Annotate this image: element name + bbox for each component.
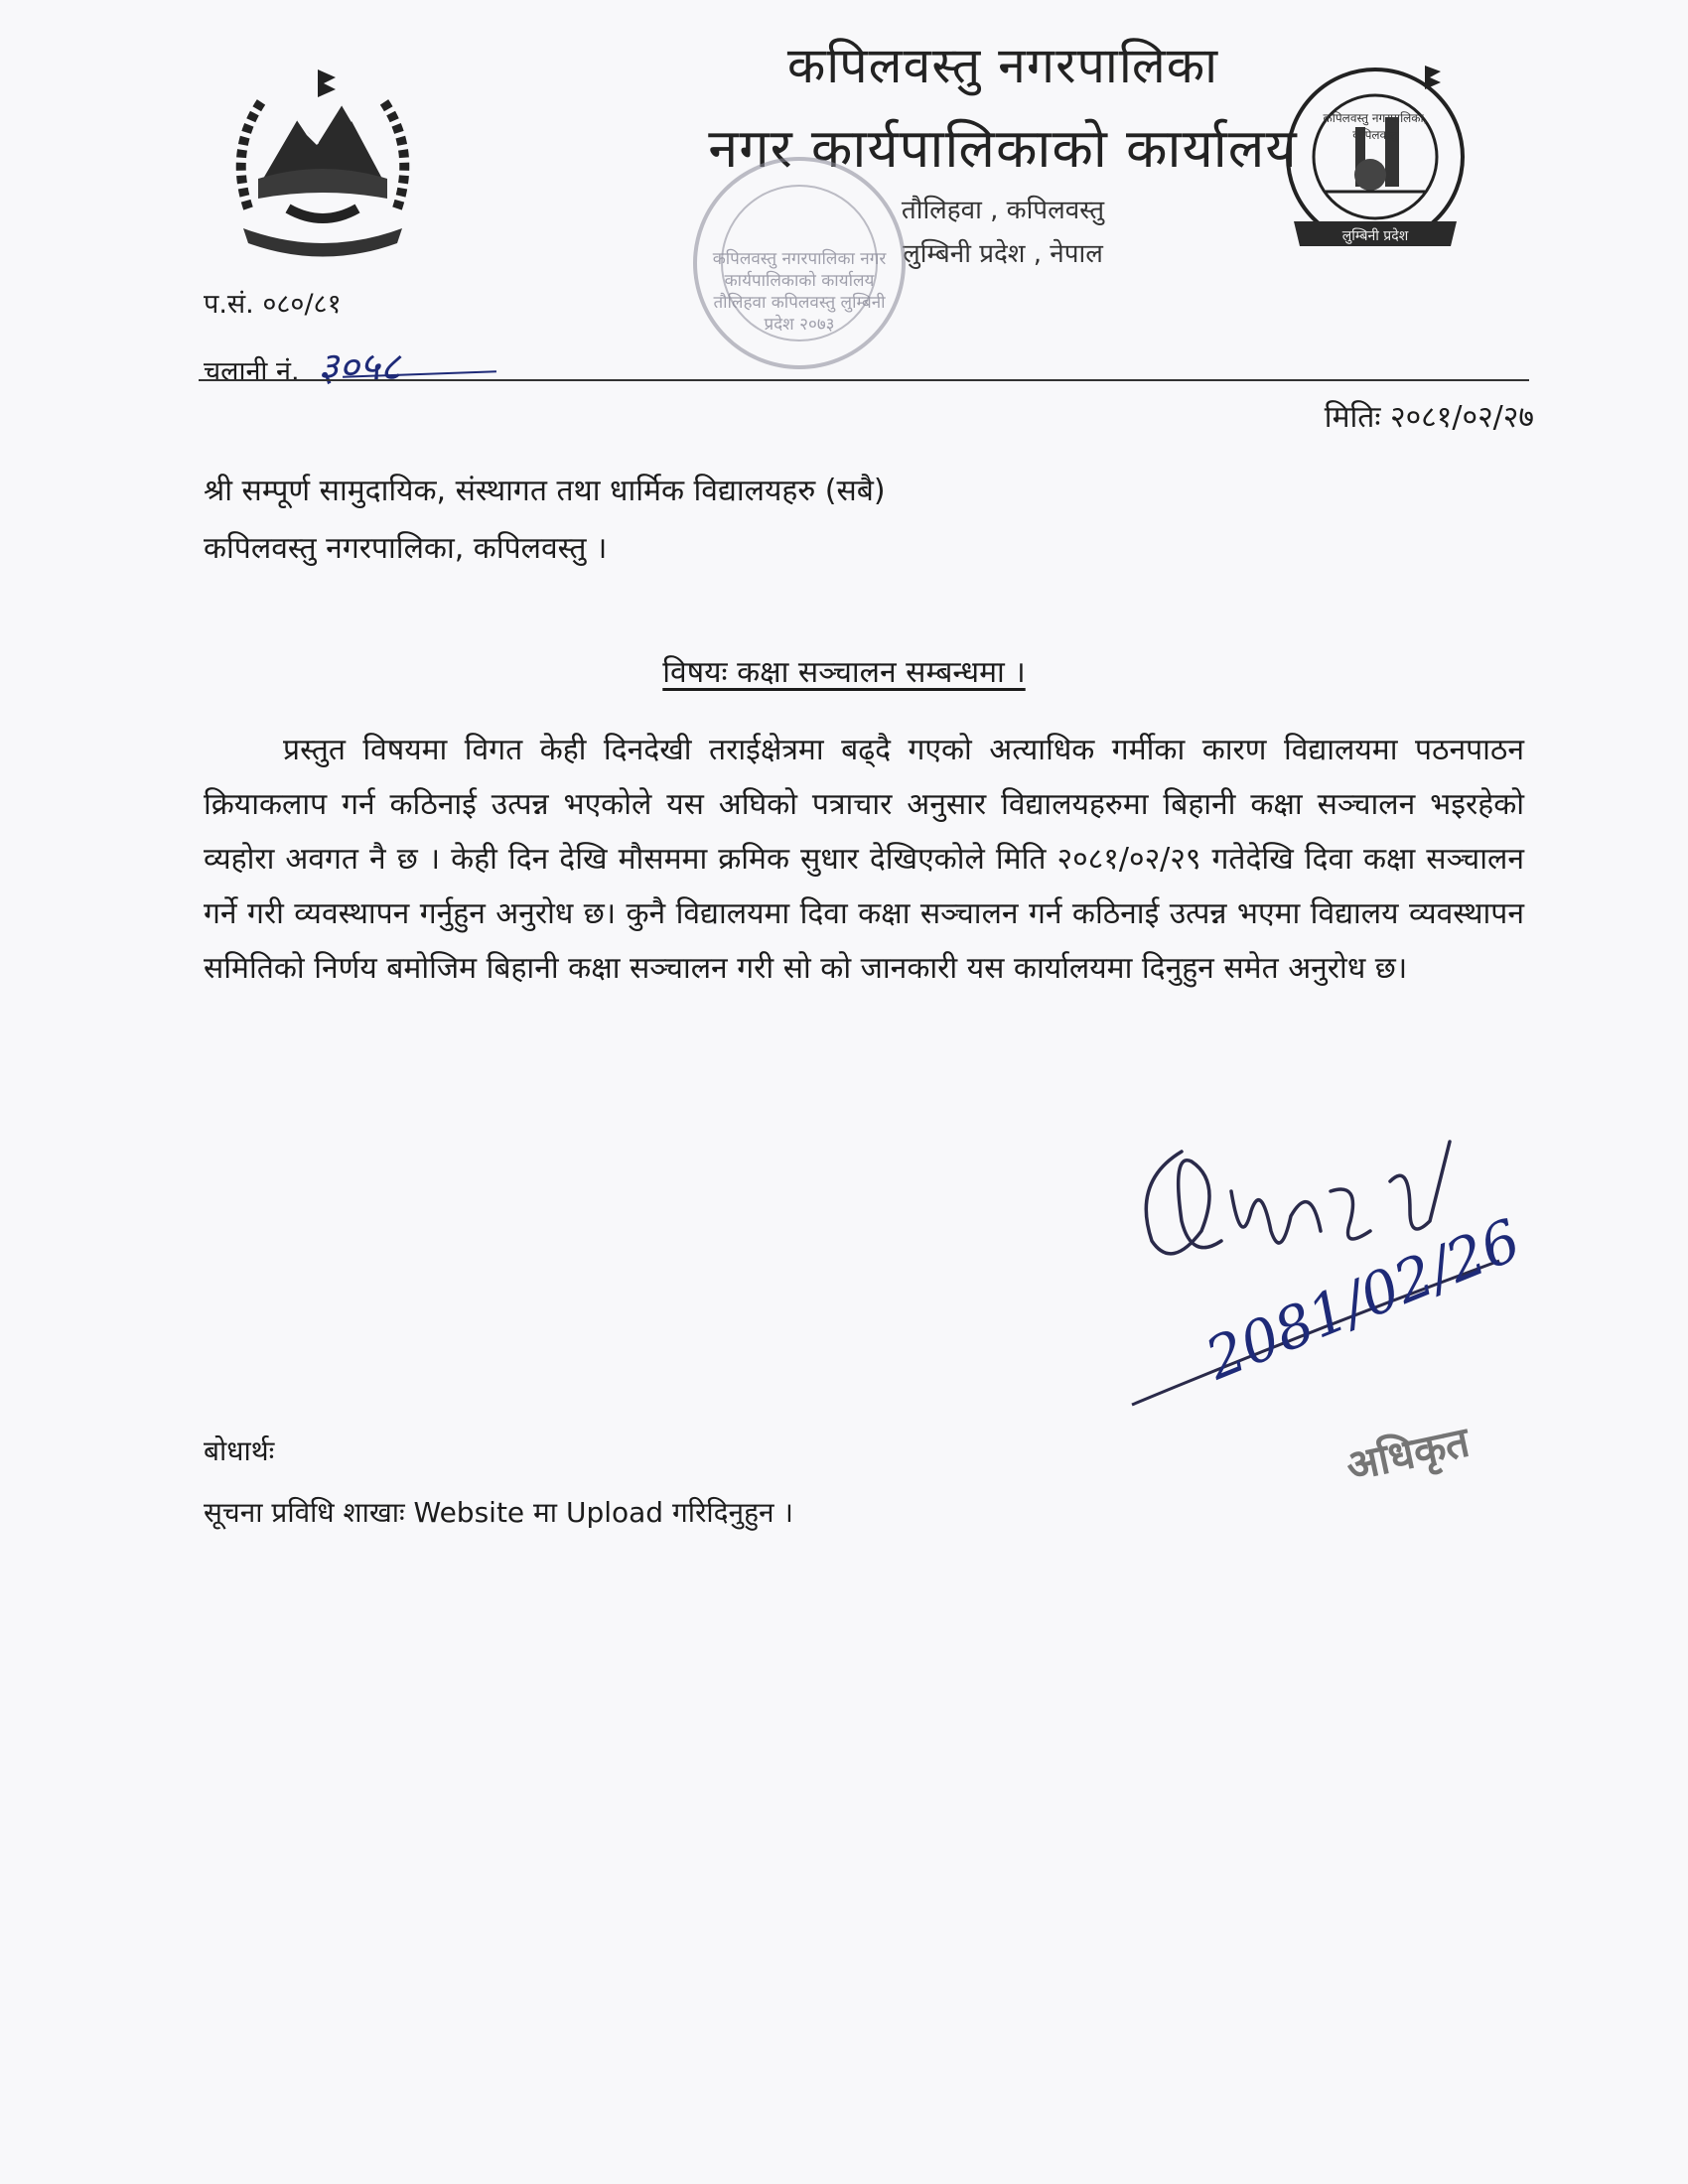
chalani-number: ३०५८	[318, 344, 401, 390]
stamp-text: कपिलवस्तु नगरपालिका नगर कार्यपालिकाको कार्यालय तौलिहवा कपिलवस्तु लुम्बिनी प्रदेश २०७३	[712, 249, 887, 335]
subject-line	[0, 650, 1688, 691]
chalani-row	[204, 338, 400, 392]
signature-date: 2081/02/26	[1196, 1205, 1530, 1394]
addressee-line-2: कपिलवस्तु नगरपालिका, कपिलवस्तु ।	[204, 531, 608, 566]
municipality-name: कपिलवस्तु नगरपालिका	[786, 37, 1219, 94]
logo-ribbon-text: लुम्बिनी प्रदेश	[1341, 228, 1409, 244]
office-name: नगर कार्यपालिकाको कार्यालय	[708, 117, 1298, 180]
header-divider	[199, 379, 1529, 381]
chalani-label: चलानी नं.	[204, 356, 300, 387]
address-line-2: लुम्बिनी प्रदेश , नेपाल	[903, 239, 1103, 269]
addressee-line-1: श्री सम्पूर्ण सामुदायिक, संस्थागत तथा धार्मिक विद्यालयहरु (सबै)	[204, 474, 886, 508]
ps-number: प.सं. ०८०/८१	[204, 289, 342, 320]
cc-line: सूचना प्रविधि शाखाः Website मा Upload गरिदिनुहुन ।	[204, 1496, 794, 1529]
address-line-1: तौलिहवा , कपिलवस्तु	[901, 196, 1105, 225]
signature-name	[1192, 1152, 1267, 1176]
letter-date: मितिः २०८१/०२/२७	[1324, 400, 1534, 435]
cc-label: बोधार्थः	[204, 1434, 275, 1467]
subject-text: विषयः कक्षा सञ्चालन सम्बन्धमा ।	[662, 655, 1026, 690]
letter-body: प्रस्तुत विषयमा विगत केही दिनदेखी तराईक्षेत्रमा बढ्दै गएको अत्याधिक गर्मीका कारण विद्यालयमा पठनपाठन क्रियाकलाप गर्न कठिनाई उत्पन्न भएकोले यस अघिको पत्राचार अनुसार विद्यालयहरुमा बिहानी कक्षा सञ्चालन भइरहेको व्यहोरा अवगत नै छ । केही दिन देखि मौसममा क्रमिक सुधार देखिएकोले मिति २०८१/०२/२९ गतेदेखि दिवा कक्षा सञ्चालन गर्ने गरी व्यवस्थापन गर्नुहुन अनुरोध छ। कुनै विद्यालयमा दिवा कक्षा सञ्चालन गर्न कठिनाई उत्पन्न भएमा विद्यालय व्यवस्थापन समितिको निर्णय बमोजिम बिहानी कक्षा सञ्चालन गरी सो को जानकारी यस कार्यालयमा दिनुहुन समेत अनुरोध छ।	[204, 733, 1524, 986]
logo-ring-text: कपिलवस्तु नगरपालिका, कपिलवस्तु	[1323, 111, 1428, 142]
officer-title: अधिकृत	[1341, 1417, 1474, 1491]
